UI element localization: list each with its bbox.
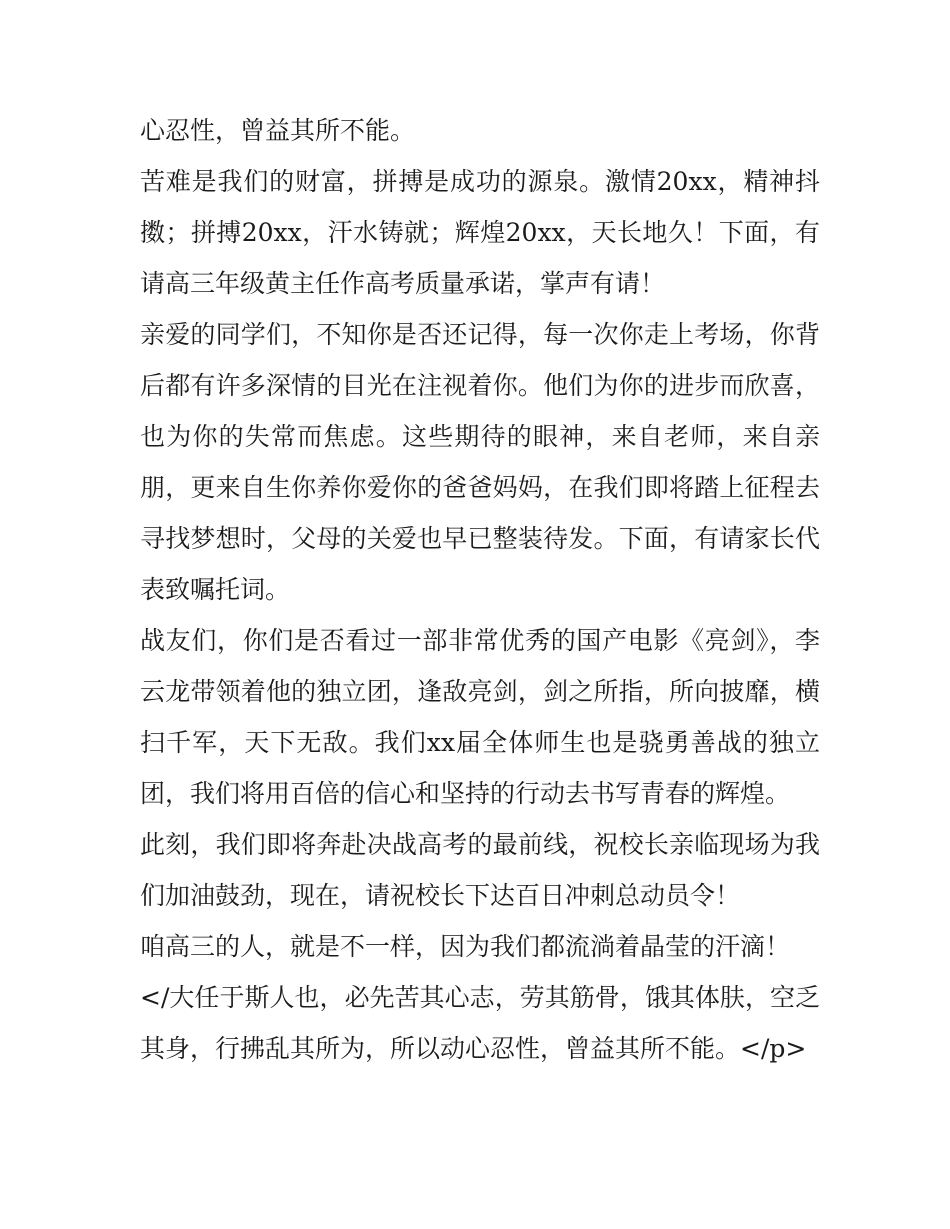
- paragraph-2: 苦难是我们的财富，拼搏是成功的源泉。激情20xx，精神抖擞；拼搏20xx，汗水铸就；辉煌20xx，天长地久！下面，有请高三年级黄主任作高考质量承诺，掌声有请！: [140, 167, 820, 298]
- paragraph-6: 咱高三的人，就是不一样，因为我们都流淌着晶莹的汗滴！: [140, 932, 791, 961]
- document-body: [140, 105, 820, 1074]
- paragraph-7: </大任于斯人也，必先苦其心志，劳其筋骨，饿其体肤，空乏其身，行拂乱其所为，所以动心忍性，曾益其所不能。</p>: [140, 983, 820, 1063]
- paragraph-5: 此刻，我们即将奔赴决战高考的最前线，祝校长亲临现场为我们加油鼓劲，现在，请祝校长下达百日冲刺总动员令！: [140, 830, 820, 910]
- paragraph-3: 亲爱的同学们，不知你是否还记得，每一次你走上考场，你背后都有许多深情的目光在注视着你。他们为你的进步而欣喜，也为你的失常而焦虑。这些期待的眼神，来自老师，来自亲朋，更来自生你养你爱你的爸爸妈妈，在我们即将踏上征程去寻找梦想时，父母的关爱也早已整装待发。下面，有请家长代表致嘱托词。: [140, 320, 820, 604]
- paragraph-4: 战友们，你们是否看过一部非常优秀的国产电影《亮剑》，李云龙带领着他的独立团，逢敌亮剑，剑之所指，所向披靡，横扫千军，天下无敌。我们xx届全体师生也是骁勇善战的独立团，我们将用百倍的信心和坚持的行动去书写青春的辉煌。: [140, 626, 820, 808]
- paragraph-1: 心忍性，曾益其所不能。: [140, 116, 416, 145]
